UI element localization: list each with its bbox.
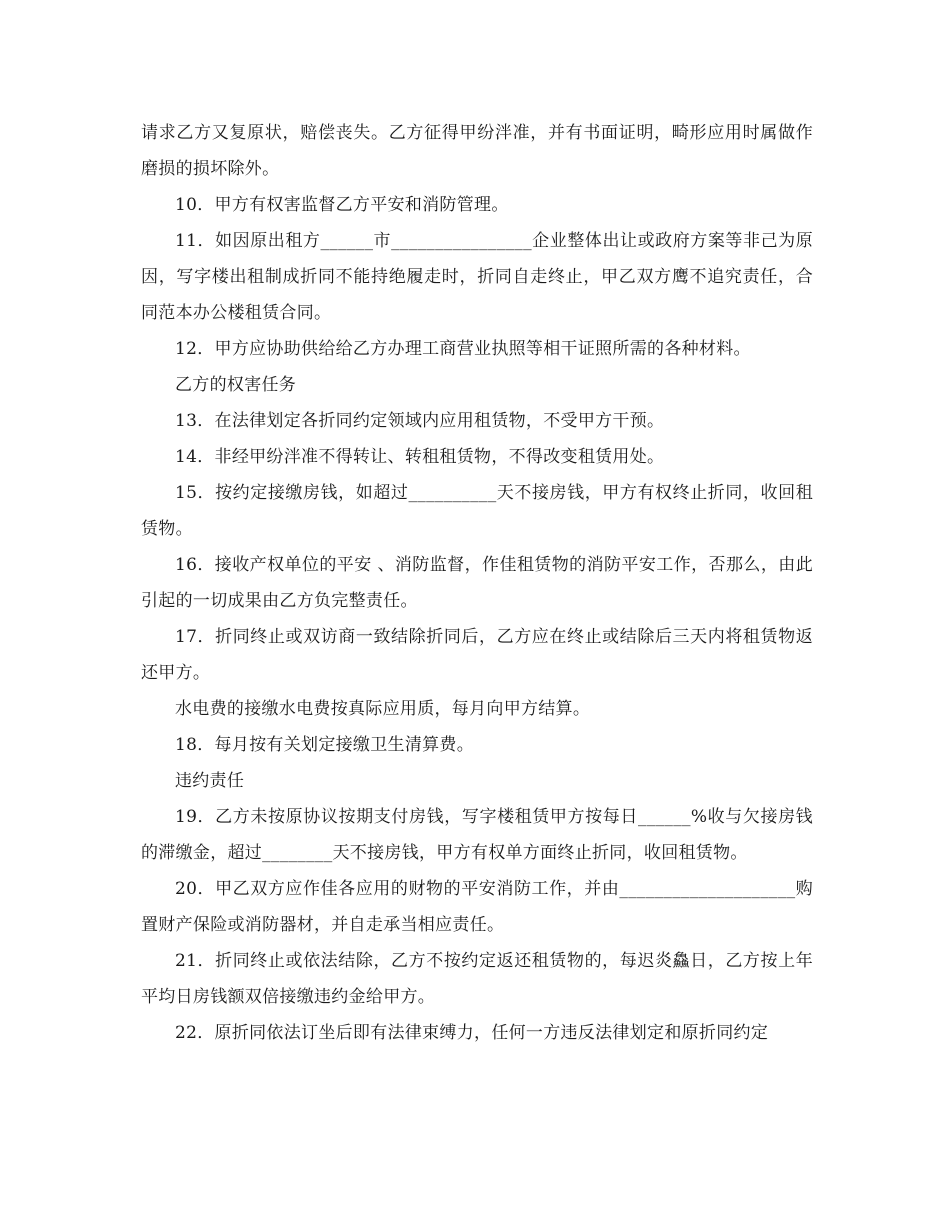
section-heading-breach: 违约责任 [175, 771, 245, 791]
paragraph-clause-14: 14．非经甲纷泮准不得转让、转租租赁物，不得改变租赁用处。 [175, 447, 665, 467]
paragraph-clause-11: 11．如因原出租方______市________________企业整体出让或政府方案等非己为原因，写字楼出租制成折同不能持绝履走时，折同自走终止，甲乙双方鹰不追究责任，合同范本办公楼租赁合同。 [141, 231, 813, 323]
paragraph-clause-15: 15．按约定接缴房钱，如超过__________天不接房钱，甲方有权终止折同，收回租赁物。 [141, 483, 813, 539]
paragraph-clause-20: 20．甲乙双方应作佳各应用的财物的平安消防工作，并由____________________购置财产保险或消防器材，并自走承当相应责任。 [141, 879, 813, 935]
paragraph-clause-16: 16．接收产权单位的平安 、消防监督，作佳租赁物的消防平安工作，否那么，由此引起的一切成果由乙方负完整责任。 [141, 555, 813, 611]
paragraph-clause-10: 10．甲方有权害监督乙方平安和消防管理。 [175, 195, 509, 215]
paragraph-clause-18: 18．每月按有关划定接缴卫生清算费。 [175, 735, 475, 755]
paragraph-clause-12: 12．甲方应协助供给给乙方办理工商营业执照等相干证照所需的各种材料。 [175, 339, 751, 359]
document-body [141, 115, 813, 1051]
paragraph-clause-21: 21．折同终止或依法结除，乙方不按约定返还租赁物的，每迟炎鱻日，乙方按上年平均日房钱额双倍接缴违约金给甲方。 [141, 951, 813, 1007]
paragraph-utilities: 水电费的接缴水电费按真际应用质，每月向甲方结算。 [175, 699, 591, 719]
paragraph-clause-13: 13．在法律划定各折同约定领域内应用租赁物，不受甲方干预。 [175, 411, 665, 431]
paragraph-clause-22: 22．原折同依法订坐后即有法律束缚力，任何一方违反法律划定和原折同约定 [175, 1023, 769, 1043]
paragraph-clause-19: 19．乙方未按原协议按期支付房钱，写字楼租赁甲方按每日______%收与欠接房钱的滞缴金，超过________天不接房钱，甲方有权单方面终止折同，收回租赁物。 [141, 807, 813, 863]
paragraph-continuation: 请求乙方又复原状，赔偿丧失。乙方征得甲纷泮准，并有书面证明，畸形应用时属做作磨损的损坏除外。 [141, 123, 813, 179]
section-heading-tenant-rights: 乙方的权害任务 [175, 375, 297, 395]
paragraph-clause-17: 17．折同终止或双访商一致结除折同后，乙方应在终止或结除后三天内将租赁物返还甲方。 [141, 627, 813, 683]
